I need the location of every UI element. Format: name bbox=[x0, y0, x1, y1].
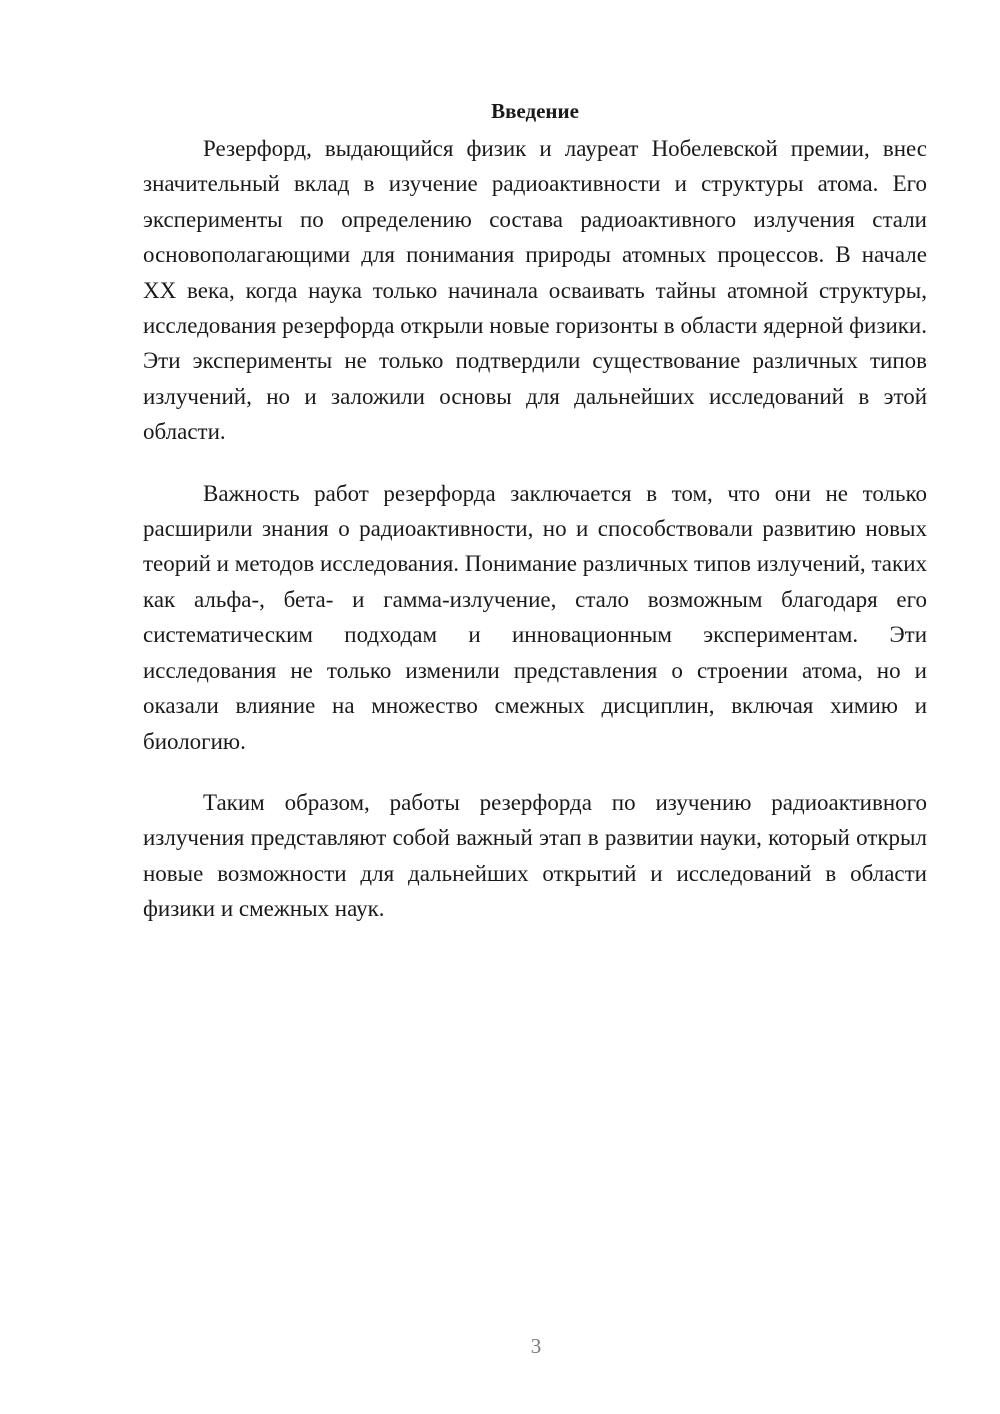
section-title: Введение bbox=[491, 99, 579, 123]
paragraph-3: Таким образом, работы резерфорда по изучению радиоактивного излучения представляют собой важный этап в развитии науки, который открыл новые возможности для дальнейших открытий и исследований в области физики и смежных наук. bbox=[143, 789, 927, 922]
page-content bbox=[143, 96, 927, 927]
page-number: 3 bbox=[530, 1334, 542, 1358]
paragraph-1: Резерфорд, выдающийся физик и лауреат Нобелевской премии, внес значительный вклад в изучение радиоактивности и структуры атома. Его эксперименты по определению состава радиоактивного излучения стали основополагающими для понимания природы атомных процессов. В начале XX века, когда наука только начинала осваивать тайны атомной структуры, исследования резерфорда открыли новые горизонты в области ядерной физики. Эти эксперименты не только подтвердили существование различных типов излучений, но и заложили основы для дальнейших исследований в этой области. bbox=[143, 136, 927, 445]
paragraph-2: Важность работ резерфорда заключается в том, что они не только расширили знания о радиоактивности, но и способствовали развитию новых теорий и методов исследования. Понимание различных типов излучений, таких как альфа-, бета- и гамма-излучение, стало возможным благодаря его систематическим подходам и инновационным экспериментам. Эти исследования не только изменили представления о строении атома, но и оказали влияние на множество смежных дисциплин, включая химию и биологию. bbox=[143, 480, 927, 754]
